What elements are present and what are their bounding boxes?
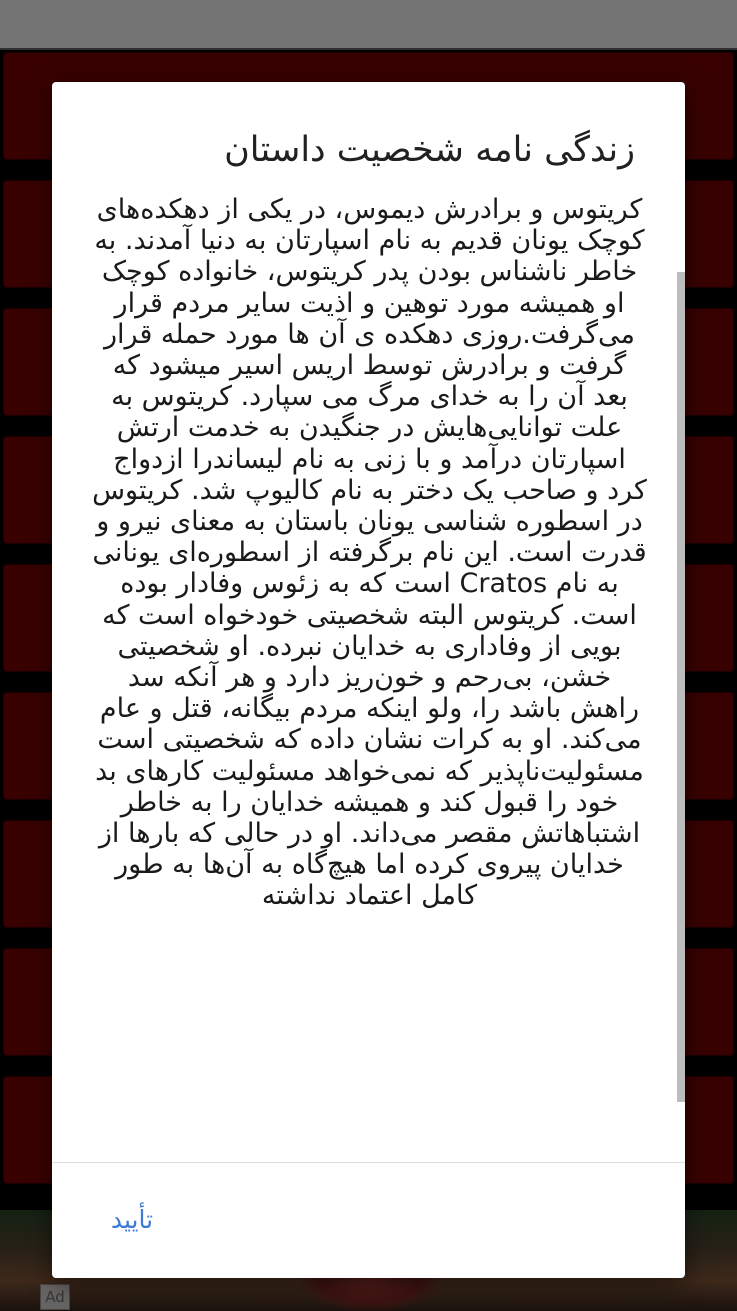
biography-dialog <box>52 82 685 1278</box>
dialog-body-text: کریتوس و برادرش دیموس، در یکی از دهکده‌های کوچک یونان قدیم به نام اسپارتان به دنیا آمدند. به خاطر ناشناس بودن پدر کریتوس، خانواده کوچک او همیشه مورد توهین و اذیت سایر مردم قرار می‌گرفت.روزی دهکده ی آن ها مورد حمله قرار گرفت و برادرش توسط اریس اسیر میشود که بعد آن را به خدای مرگ می سپارد. کریتوس به علت توانایی‌هایش در جنگیدن به خدمت ارتش اسپارتان درآمد و با زنی به نام لیساندرا ازدواج کرد و صاحب یک دختر به نام کالیوپ شد. کریتوس در اسطوره شناسی یونان باستان به معنای نیرو و قدرت است. این نام برگرفته از اسطوره‌ای یونانی به نام Cratos است که به زئوس وفادار بوده است. کریتوس البته شخصیتی خودخواه است که بویی از وفاداری به خدایان نبرده. او شخصیتی خشن، بی‌رحم و خون‌ریز دارد و هر آنکه سد راهش باشد را، ولو اینکه مردم بیگانه، قتل و عام می‌کند. او به کرات نشان داده که شخصیتی است مسئولیت‌ناپذیر که نمی‌خواهد مسئولیت کارهای بد خود را قبول کند و همیشه خدایان را به خاطر اشتباهاتش مقصر می‌داند. او در حالی که بارها از خدایان پیروی کرده اما هیچ‌گاه به آن‌ها به طور کامل اعتماد نداشته <box>92 194 647 912</box>
confirm-button[interactable]: تأیید <box>102 1200 162 1240</box>
dialog-body-scroll[interactable] <box>92 194 667 1162</box>
dialog-title: زندگی نامه شخصیت داستان <box>224 130 635 170</box>
scrollbar-thumb[interactable] <box>677 272 685 1102</box>
dialog-scrollbar[interactable] <box>677 272 685 1102</box>
dialog-divider <box>52 1162 685 1163</box>
